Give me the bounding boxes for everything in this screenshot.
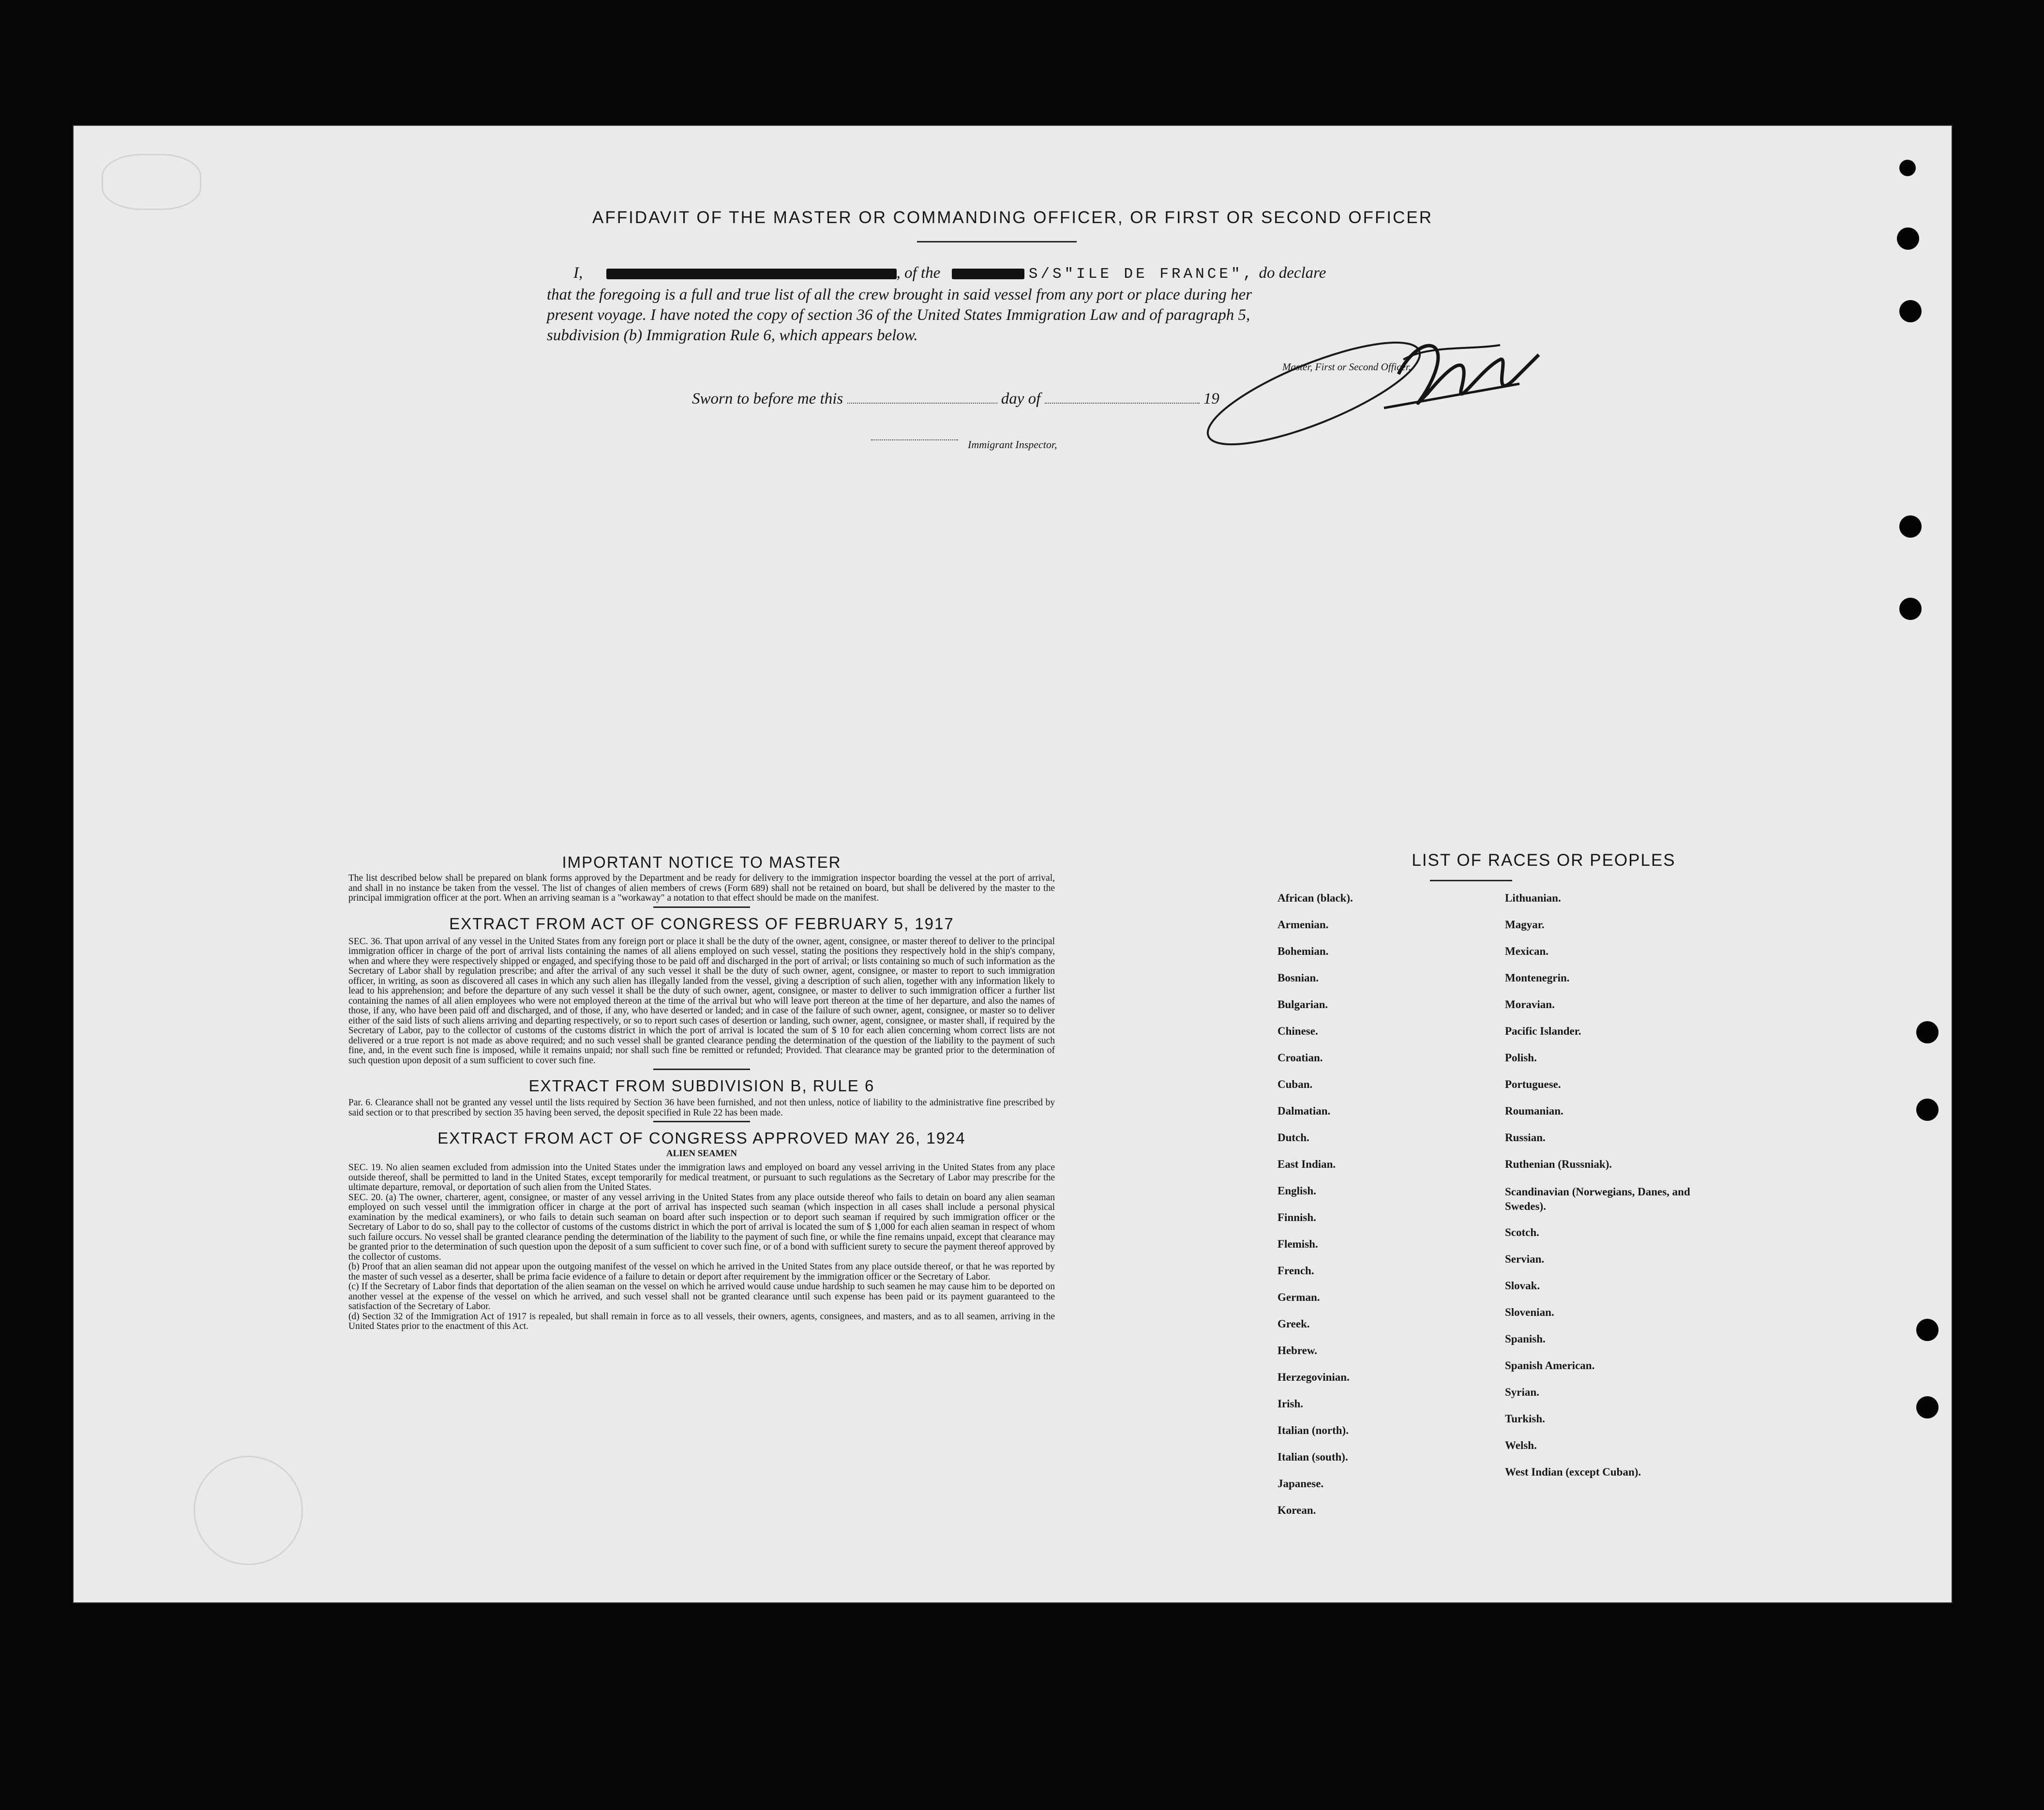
- punch-hole: [1916, 1099, 1939, 1121]
- race-item: Italian (south).: [1278, 1451, 1348, 1463]
- sworn-day-label: day of: [1001, 390, 1041, 407]
- race-item: English.: [1278, 1185, 1316, 1197]
- affidavit-of: , of the: [896, 264, 941, 282]
- sworn-day-blank: [847, 403, 997, 404]
- race-item: Ruthenian (Russniak).: [1505, 1158, 1612, 1170]
- affidavit-line-4: subdivision (b) Immigration Rule 6, which appears below.: [547, 327, 918, 344]
- race-item: Scandinavian (Norwegians, Danes, and Swedes).: [1505, 1186, 1690, 1212]
- race-item: Cuban.: [1278, 1078, 1313, 1090]
- affidavit-line-2: that the foregoing is a full and true list of all the crew brought in said vessel from any port or place during her: [547, 286, 1252, 303]
- race-item: Dutch.: [1278, 1131, 1309, 1144]
- race-item: East Indian.: [1278, 1158, 1336, 1170]
- embossed-seal-top: [102, 154, 201, 210]
- extract-1917-body: SEC. 36. That upon arrival of any vessel in the United States from any foreign port or place it shall be the duty of the owner, agent, consignee, or master thereof to deliver to the principal immigration officer in charge of the port of arrival lists containing the names of all aliens employed on such vessel, stating the positions they respectively hold in the ship's company, when and where they were respectively shipped or engaged, and specifying those to be paid off and discharged in the port of arrival; or lists containing so much of such information as the Secretary of Labor shall by regulation prescribe; and after the arrival of any such vessel it shall be the duty of such owner, agent, consignee, or master to report to such immigration officer, in writing, as soon as discovered all cases in which any such alien has illegally landed from the vessel, giving a description of such alien, together with any information likely to lead to his apprehension; and before the departure of any such vessel it shall be the duty of such owner, agent, consignee, or master to deliver to such immigration officer a further list containing the names of all alien employees who were not employed thereon at the time of the arrival but who will leave port thereon at the time of her departure, and also the names of those, if any, who have been paid off and discharged, and of those, if any, who have deserted or landed; and in case of the failure of such owner, agent, consignee, or master so to deliver either of the said lists of such aliens arriving and departing respectively, or so to report such cases of desertion or landing, such owner, agent, consignee, or master shall, if required by the Secretary of Labor, pay to the collector of customs of the customs district in which the port of arrival is located the sum of $ 10 for each alien concerning whom correct lists are not delivered or a true report is not made as above required; and no such vessel shall be granted clearance pending the determination of the question of the liability to the payment of such fine, and, in the event such fine is imposed, while it remains unpaid; nor shall such fine be remitted or refunded; Provided. That clearance may be granted prior to the determination of such question upon deposit of a sum sufficient to cover such fine.: [348, 936, 1055, 1066]
- inspector-blank: [871, 439, 958, 440]
- race-item: Magyar.: [1505, 919, 1545, 931]
- race-item: Moravian.: [1505, 998, 1555, 1011]
- punch-hole: [1916, 1396, 1939, 1418]
- race-item: Russian.: [1505, 1131, 1546, 1144]
- race-item: Japanese.: [1278, 1478, 1324, 1490]
- race-item: Irish.: [1278, 1398, 1304, 1410]
- act-1924-sec20a: SEC. 20. (a) The owner, charterer, agent, consignee, or master of any vessel arriving in the United States from any place outside thereof who fails to detain on board any alien seaman employed on such vessel until the immigration officer in charge at the port of arrival has inspected such seaman (which inspection in all cases shall include a personal physical examination by the medical examiners), or who fails to detain such seaman on board after such inspection or to deport such seaman if required by such immigration officer or the Secretary of Labor to do so, shall pay to the collector of customs of the customs district in which the port of arrival is located the sum of $ 1,000 for each alien seaman in respect of whom such failure occurs. No vessel shall be granted clearance pending the determination of the liability to the payment of such fine, or while the fine remains unpaid, except that clearance may be granted prior to the determination of such question upon the deposit of a sum sufficient to cover such fine, or of a bond with sufficient surety to secure the payment thereof approved by the collector of customs.: [348, 1192, 1055, 1262]
- act-1924-title: EXTRACT FROM ACT OF CONGRESS APPROVED MAY 26, 1924: [437, 1129, 966, 1147]
- race-item: Pacific Islander.: [1505, 1025, 1581, 1037]
- race-item: Herzegovinian.: [1278, 1371, 1350, 1383]
- document-page: [73, 125, 1953, 1603]
- race-item: Roumanian.: [1505, 1105, 1563, 1117]
- races-divider: [1430, 880, 1512, 881]
- sworn-year: 19: [1203, 390, 1219, 407]
- race-item: Servian.: [1505, 1253, 1545, 1265]
- race-item: Syrian.: [1505, 1386, 1539, 1398]
- signature-label: Master, First or Second Officer.: [1282, 361, 1411, 373]
- punch-hole: [1899, 598, 1922, 620]
- sworn-prefix: Sworn to before me this: [692, 390, 843, 407]
- race-item: Spanish American.: [1505, 1359, 1595, 1372]
- punch-hole: [1916, 1319, 1939, 1341]
- race-item: Spanish.: [1505, 1333, 1546, 1345]
- rule6-title: EXTRACT FROM SUBDIVISION B, RULE 6: [528, 1077, 875, 1095]
- punch-hole: [1899, 160, 1916, 176]
- race-item: Polish.: [1505, 1052, 1537, 1064]
- embossed-seal: [194, 1456, 303, 1565]
- race-item: Hebrew.: [1278, 1344, 1317, 1357]
- races-column-2: [1505, 892, 1698, 1493]
- redacted-name: [606, 269, 897, 279]
- race-item: Welsh.: [1505, 1439, 1537, 1451]
- race-item: Slovenian.: [1505, 1306, 1554, 1318]
- affidavit-line-3: present voyage. I have noted the copy of section 36 of the United States Immigration Law and of paragraph 5,: [547, 306, 1250, 324]
- punch-hole: [1897, 227, 1919, 250]
- race-item: Bohemian.: [1278, 945, 1329, 957]
- notice-title: IMPORTANT NOTICE TO MASTER: [562, 853, 842, 871]
- race-item: German.: [1278, 1291, 1320, 1303]
- redacted-company: [952, 269, 1024, 279]
- race-item: Lithuanian.: [1505, 892, 1561, 904]
- punch-hole: [1899, 515, 1922, 538]
- act-1924-sec20c: (c) If the Secretary of Labor finds that deportation of the alien seaman on the vessel on which he arrived would cause undue hardship to such seamen he may cause him to be deported on another vessel at the expense of the vessel on which he arrived, and such vessel shall not be granted clearance until such expense has been paid or its payment guaranteed to the satisfaction of the Secretary of Labor.: [348, 1282, 1055, 1312]
- punch-hole: [1899, 300, 1922, 322]
- race-item: Croatian.: [1278, 1052, 1323, 1064]
- title-divider: [917, 241, 1077, 242]
- act-1924-subtitle: ALIEN SEAMEN: [666, 1148, 737, 1159]
- extract-1917-title: EXTRACT FROM ACT OF CONGRESS OF FEBRUARY 5, 1917: [449, 914, 954, 933]
- race-item: Montenegrin.: [1505, 972, 1570, 984]
- race-item: Mexican.: [1505, 945, 1549, 957]
- divider: [653, 906, 750, 908]
- race-item: French.: [1278, 1265, 1314, 1277]
- race-item: West Indian (except Cuban).: [1505, 1466, 1641, 1478]
- legal-extracts: [348, 853, 1055, 1332]
- act-1924-sec20d: (d) Section 32 of the Immigration Act of 1917 is repealed, but shall remain in force as to all vessels, their owners, agents, consignees, and masters, and as to all seamen, arriving in the United States prior to the enactment of this Act.: [348, 1311, 1055, 1331]
- race-item: Chinese.: [1278, 1025, 1318, 1037]
- affidavit-declare: do declare: [1259, 264, 1326, 282]
- affidavit-line-1: [547, 263, 1529, 285]
- act-1924-sec19: SEC. 19. No alien seamen excluded from admission into the United States under the immigration laws and employed on board any vessel arriving in the United States from any place outside thereof, shall be permitted to land in the United States, except temporarily for medical treatment, or pursuant to such regulations as the Secretary of Labor may prescribe for the ultimate departure, removal, or deportation of such alien from the United States.: [348, 1162, 1055, 1192]
- race-item: Dalmatian.: [1278, 1105, 1331, 1117]
- ship-name: S/S"ILE DE FRANCE",: [1028, 266, 1255, 283]
- race-item: Slovak.: [1505, 1280, 1540, 1292]
- affidavit-title: AFFIDAVIT OF THE MASTER OR COMMANDING OFFICER, OR FIRST OR SECOND OFFICER: [592, 208, 1433, 227]
- act-1924-sec20b: (b) Proof that an alien seaman did not appear upon the outgoing manifest of the vessel on which he arrived in the United States from any place outside thereof, or that he was reported by the master of such vessel as a deserter, shall be prima facie evidence of a failure to detain or deport after requirement by the immigration officer or the Secretary of Labor.: [348, 1262, 1055, 1282]
- race-item: Korean.: [1278, 1504, 1316, 1516]
- inspector-label: Immigrant Inspector,: [968, 438, 1057, 451]
- rule6-body: Par. 6. Clearance shall not be granted any vessel until the lists required by Section 36 have been furnished, and not then unless, notice of liability to the administrative fine prescribed by said section or to that prescribed by section 35 having been served, the deposit specified in Rule 22 has been made.: [348, 1098, 1055, 1118]
- divider: [653, 1069, 750, 1070]
- race-item: Scotch.: [1505, 1226, 1539, 1238]
- affidavit-i: I,: [573, 264, 583, 282]
- race-item: Bulgarian.: [1278, 998, 1328, 1011]
- race-item: Bosnian.: [1278, 972, 1319, 984]
- race-item: Greek.: [1278, 1318, 1310, 1330]
- race-item: African (black).: [1278, 892, 1353, 904]
- race-item: Finnish.: [1278, 1211, 1316, 1223]
- divider: [653, 1121, 750, 1122]
- handwritten-signature: [1200, 316, 1568, 459]
- race-item: Armenian.: [1278, 919, 1329, 931]
- sworn-line: [692, 390, 1219, 408]
- punch-hole: [1916, 1021, 1939, 1043]
- sworn-month-blank: [1045, 403, 1200, 404]
- race-item: Portuguese.: [1505, 1078, 1561, 1090]
- races-title: LIST OF RACES OR PEOPLES: [1412, 851, 1676, 870]
- notice-body: The list described below shall be prepared on blank forms approved by the Department and be ready for delivery to the immigration inspector boarding the vessel at the port of arrival, and shall in no instance be taken from the vessel. The list of changes of alien members of crews (Form 689) shall not be retained on board, but shall be delivered by the master to the principal immigration officer at the port. When an arriving seaman is a "workaway" a notation to that effect should be made on the manifest.: [348, 873, 1055, 903]
- race-item: Turkish.: [1505, 1413, 1545, 1425]
- races-column-1: [1278, 892, 1481, 1531]
- race-item: Italian (north).: [1278, 1424, 1349, 1436]
- race-item: Flemish.: [1278, 1238, 1318, 1250]
